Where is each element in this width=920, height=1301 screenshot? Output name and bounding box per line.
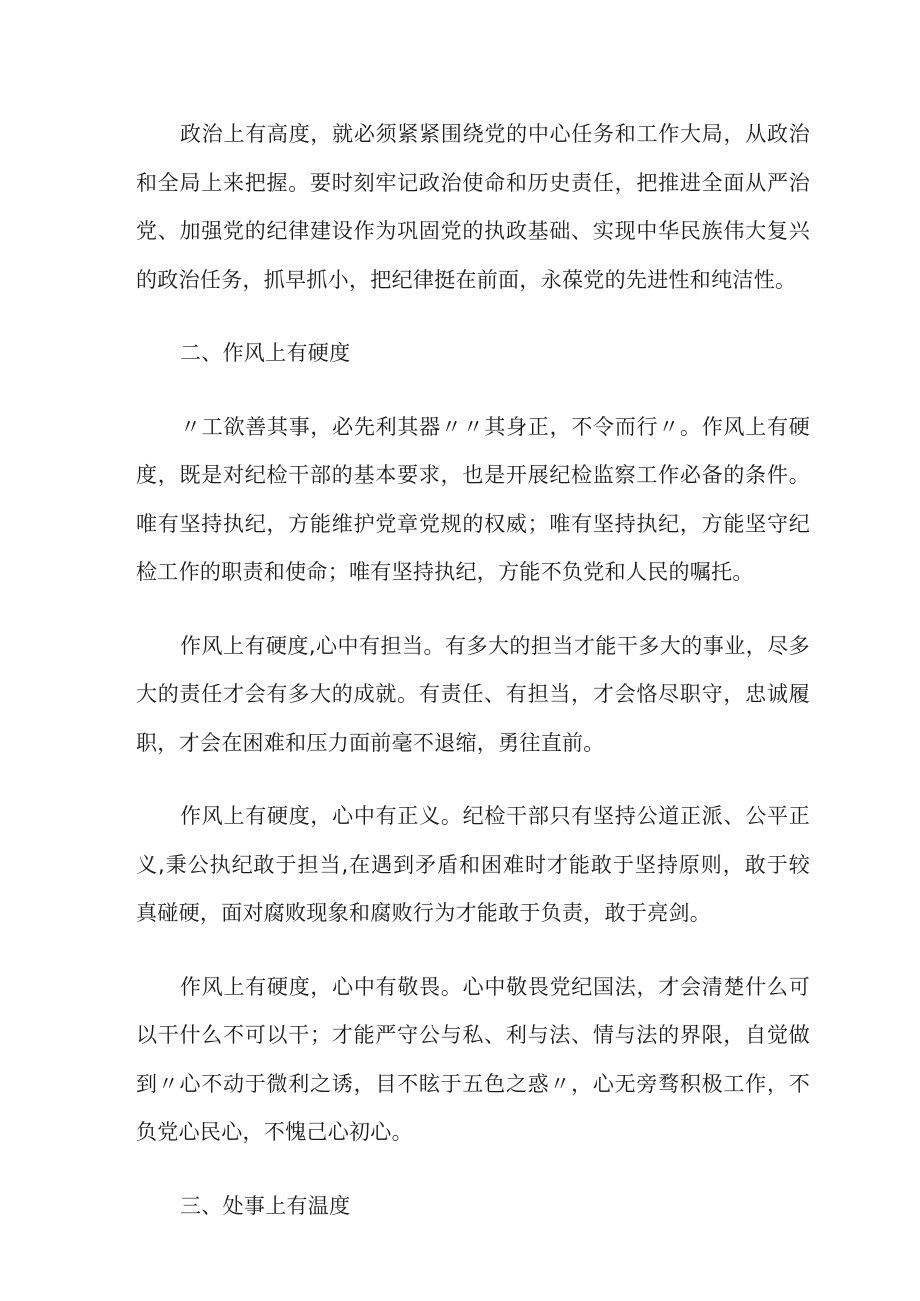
section-heading-work-style: 二、作风上有硬度 [180, 341, 351, 365]
paragraph-work-style-intro: 〃工欲善其事，必先利其器〃〃其身正，不令而行〃。作风上有硬度，既是对纪检干部的基本要求，也是开展纪检监察工作必备的条件。唯有坚持执纪，方能维护党章党规的权威；唯有坚持执纪，方能坚守纪检工作的职责和使命；唯有坚持执纪，方能不负党和人民的嘱托。 [136, 414, 810, 584]
paragraph-responsibility: 作风上有硬度,心中有担当。有多大的担当才能干多大的事业，尽多大的责任才会有多大的成就。有责任、有担当，才会恪尽职守，忠诚履职，才会在困难和压力面前毫不退缩，勇往直前。 [136, 633, 810, 755]
paragraph-reverence: 作风上有硬度，心中有敬畏。心中敬畏党纪国法，才会清楚什么可以干什么不可以干；才能严守公与私、利与法、情与法的界限，自觉做到〃心不动于微利之诱，目不眩于五色之惑〃，心无旁骛积极工作，不负党心民心，不愧己心初心。 [136, 974, 810, 1144]
section-heading-warmth: 三、处事上有温度 [180, 1193, 351, 1218]
paragraph-justice: 作风上有硬度，心中有正义。纪检干部只有坚持公道正派、公平正义,秉公执纪敢于担当,在遇到矛盾和困难时才能敢于坚持原则，敢于较真碰硬，面对腐败现象和腐败行为才能敢于负责，敢于亮剑。 [136, 804, 810, 925]
paragraph-political-height: 政治上有高度，就必须紧紧围绕党的中心任务和工作大局，从政治和全局上来把握。要时刻牢记政治使命和历史责任，把推进全面从严治党、加强党的纪律建设作为巩固党的执政基础、实现中华民族伟大复兴的政治任务，抓早抓小，把纪律挺在前面，永葆党的先进性和纯洁性。 [136, 122, 810, 292]
